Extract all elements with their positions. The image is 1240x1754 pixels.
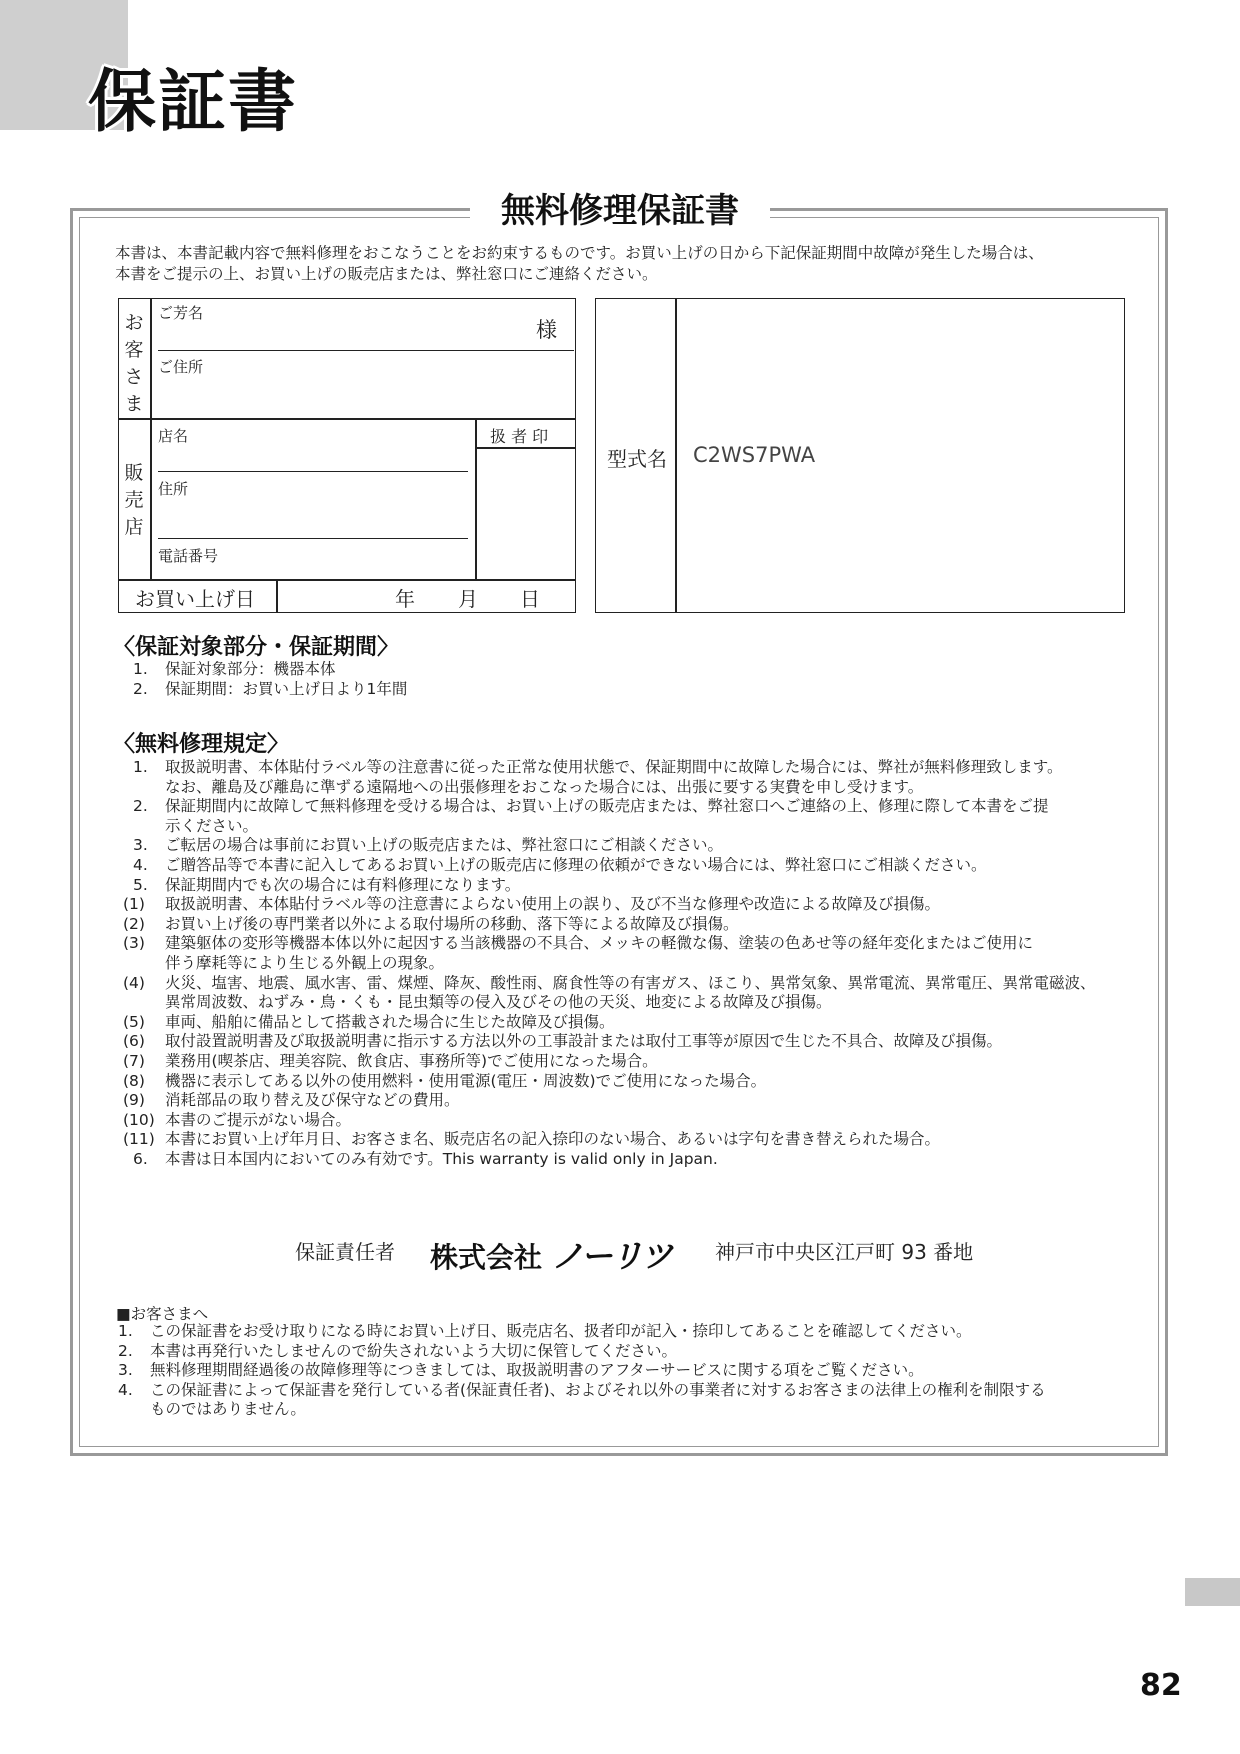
list-item xyxy=(133,680,407,700)
list-item xyxy=(118,1381,1128,1420)
item-number: (11) xyxy=(123,1130,155,1149)
item-line: 消耗部品の取り替え及び保守などの費用。 xyxy=(165,1091,460,1110)
rules-list xyxy=(123,758,1123,1169)
list-item xyxy=(123,1091,1123,1111)
list-item xyxy=(123,1110,1123,1131)
responsible-company xyxy=(430,1231,671,1277)
rules-heading: 〈無料修理規定〉 xyxy=(113,732,290,757)
list-item xyxy=(123,1032,1123,1052)
item-line: 火災、塩害、地震、風水害、雷、煤煙、降灰、酸性雨、腐食性等の有害ガス、ほこり、異常気象、異常電流、異常電圧、異常電磁波、 xyxy=(165,973,1096,992)
coverage-heading: 〈保証対象部分・保証期間〉 xyxy=(113,635,400,660)
item-line: 業務用(喫茶店、理美容院、飲食店、事務所等)でご使用になった場合。 xyxy=(165,1051,658,1070)
vertical-char: 販 xyxy=(124,462,144,484)
item-number: (1) xyxy=(123,895,145,914)
coverage-list xyxy=(133,660,407,699)
list-item xyxy=(123,1051,1123,1072)
store-vertical-label xyxy=(122,460,146,541)
item-line: 車両、船舶に備品として搭載された場合に生じた故障及び損傷。 xyxy=(165,1012,615,1031)
list-item xyxy=(123,1130,1123,1150)
vertical-char: ま xyxy=(124,393,144,415)
item-number: 4. xyxy=(118,1380,133,1399)
item-number: (7) xyxy=(123,1051,145,1070)
item-line: 保証期間内でも次の場合には有料修理になります。 xyxy=(165,875,521,894)
item-line: 異常周波数、ねずみ・鳥・くも・昆虫類等の侵入及びその他の天災、地変による故障及び損傷。 xyxy=(165,993,832,1012)
list-item xyxy=(123,1012,1123,1033)
purchase-day-label: 日 xyxy=(520,587,540,611)
list-item xyxy=(123,895,1123,915)
store-phone-label: 電話番号 xyxy=(158,547,219,565)
list-item xyxy=(118,1361,1128,1381)
store-name-label: 店名 xyxy=(158,427,189,445)
item-line: 伴う摩耗等により生じる外観上の現象。 xyxy=(165,953,445,972)
item-number: (8) xyxy=(123,1071,145,1090)
notice-heading: ■お客さまへ xyxy=(116,1305,209,1323)
model-value: C2WS7PWA xyxy=(693,443,816,467)
item-line: 保証期間内に故障して無料修理を受ける場合は、お買い上げの販売店または、弊社窓口へご連絡の上、修理に際して本書をご提 xyxy=(165,797,1049,816)
store-address-label: 住所 xyxy=(158,480,189,498)
item-line: 本書にお買い上げ年月日、お客さま名、販売店名の記入捺印のない場合、あるいは字句を書き替えられた場合。 xyxy=(165,1130,941,1149)
customer-vertical-label xyxy=(122,310,146,418)
warranty-responsible xyxy=(295,1228,1015,1275)
list-item xyxy=(133,876,1123,896)
list-item xyxy=(133,1150,1123,1170)
company-logo xyxy=(552,1231,671,1277)
item-number: (4) xyxy=(123,973,145,992)
company-prefix: 株式会社 xyxy=(430,1241,543,1274)
list-item xyxy=(133,856,1123,876)
warranty-title: 無料修理保証書 xyxy=(501,191,739,231)
item-number: 1. xyxy=(118,1322,133,1340)
purchase-month-label: 月 xyxy=(458,587,478,611)
item-number: 4. xyxy=(133,855,148,874)
stamp-header-divider xyxy=(475,447,576,449)
item-text: 保証対象部分：機器本体 xyxy=(165,660,336,678)
responsible-address: 神戸市中央区江戸町 93 番地 xyxy=(715,1240,974,1264)
table-label-divider xyxy=(150,298,152,580)
item-line: 建築躯体の変形等機器本体以外に起因する当該機器の不具合、メッキの軽微な傷、塗装の色あせ等の経年変化またはご使用に xyxy=(165,934,1034,953)
purchase-year-label: 年 xyxy=(395,587,415,611)
item-number: 2. xyxy=(118,1341,133,1360)
item-line: この保証書によって保証書を発行している者(保証責任者)、およびそれ以外の事業者に対するお客さまの法律上の権利を制限する xyxy=(150,1380,1046,1399)
date-row-divider xyxy=(118,579,576,581)
vertical-char: 客 xyxy=(124,339,144,361)
stamp-label: 扱 者 印 xyxy=(490,427,549,446)
item-number: 1. xyxy=(133,758,148,776)
item-text: 本書は日本国内においてのみ有効です。This warranty is valid only in Japan. xyxy=(165,1149,718,1168)
item-line: なお、離島及び離島に準ずる遠隔地への出張修理をおこなった場合には、出張に要する実費を申し受けます。 xyxy=(165,777,924,796)
item-number: 6. xyxy=(133,1149,148,1168)
intro-line: 本書をご提示の上、お買い上げの販売店または、弊社窓口にご連絡ください。 xyxy=(115,265,658,283)
item-number: 2. xyxy=(133,679,148,698)
item-line: ご贈答品等で本書に記入してあるお買い上げの販売店に修理の依頼ができない場合には、弊社窓口にご相談ください。 xyxy=(165,855,987,874)
item-number: 2. xyxy=(133,797,148,816)
item-line: ものではありません。 xyxy=(150,1400,306,1419)
item-line: 機器に表示してある以外の使用燃料・使用電源(電圧・周波数)でご使用になった場合。 xyxy=(165,1071,767,1090)
intro-line: 本書は、本書記載内容で無料修理をおこなうことをお約束するものです。お買い上げの日から下記保証期間中故障が発生した場合は、 xyxy=(115,244,1044,262)
customer-store-divider xyxy=(118,418,576,420)
item-line: 本書は再発行いたしませんので紛失されないよう大切に保管してください。 xyxy=(150,1341,678,1360)
honorific: 様 xyxy=(536,318,557,342)
list-item xyxy=(118,1322,1128,1342)
model-label: 型式名 xyxy=(607,447,667,471)
item-number: (9) xyxy=(123,1091,145,1110)
company-logo-text: ノーリツ xyxy=(551,1237,671,1275)
item-line: 示ください。 xyxy=(165,816,259,835)
vertical-char: お xyxy=(124,312,144,334)
list-item xyxy=(123,914,1123,935)
item-line: 無料修理期間経過後の故障修理等につきましては、取扱説明書のアフターサービスに関する項をご覧ください。 xyxy=(150,1361,924,1380)
name-line xyxy=(158,350,574,351)
purchase-date-label: お買い上げ日 xyxy=(135,587,255,611)
notice-list xyxy=(118,1322,1128,1420)
item-text: 保証期間：お買い上げ日より1年間 xyxy=(165,679,408,698)
item-number: 5. xyxy=(133,875,148,894)
responsible-label: 保証責任者 xyxy=(295,1240,395,1264)
list-item xyxy=(123,934,1123,973)
page-number: 82 xyxy=(1140,1668,1182,1703)
store-name-line xyxy=(158,471,468,472)
item-line: 本書のご提示がない場合。 xyxy=(165,1110,352,1129)
list-item xyxy=(133,758,1123,797)
item-number: 3. xyxy=(133,836,148,855)
side-index-tab xyxy=(1185,1578,1240,1606)
item-line: 取付設置説明書及び取扱説明書に指示する方法以外の工事設計または取付工事等が原因で生じた不具合、故障及び損傷。 xyxy=(165,1032,1003,1051)
date-label-divider xyxy=(276,579,278,613)
item-number: (5) xyxy=(123,1012,145,1031)
vertical-char: さ xyxy=(124,366,144,388)
list-item xyxy=(133,660,407,680)
item-number: 3. xyxy=(118,1361,133,1380)
warranty-intro xyxy=(115,243,1125,285)
list-item xyxy=(123,1071,1123,1092)
item-line: この保証書をお受け取りになる時にお買い上げ日、販売店名、扱者印が記入・捺印してあることを確認してください。 xyxy=(150,1322,972,1340)
item-number: (3) xyxy=(123,934,145,953)
store-address-line xyxy=(158,538,468,539)
page-title: 保証書 xyxy=(88,63,299,142)
vertical-char: 店 xyxy=(124,516,144,538)
customer-name-label: ご芳名 xyxy=(158,304,204,322)
item-number: (2) xyxy=(123,914,145,933)
item-line: ご転居の場合は事前にお買い上げの販売店または、弊社窓口にご相談ください。 xyxy=(165,836,724,855)
vertical-char: 売 xyxy=(124,489,144,511)
item-line: 取扱説明書、本体貼付ラベル等の注意書に従った正常な使用状態で、保証期間中に故障した場合には、弊社が無料修理致します。 xyxy=(165,758,1063,776)
list-item xyxy=(133,797,1123,836)
model-label-divider xyxy=(675,298,677,613)
warranty-title-wrap xyxy=(470,188,770,234)
item-number: 1. xyxy=(133,660,148,678)
item-line: お買い上げ後の専門業者以外による取付場所の移動、落下等による故障及び損傷。 xyxy=(165,914,739,933)
item-number: (6) xyxy=(123,1032,145,1051)
item-number: (10) xyxy=(123,1110,155,1129)
customer-address-label: ご住所 xyxy=(158,358,204,376)
list-item xyxy=(133,836,1123,856)
list-item xyxy=(123,973,1123,1013)
stamp-divider xyxy=(475,418,477,579)
item-line: 取扱説明書、本体貼付ラベル等の注意書によらない使用上の誤り、及び不当な修理や改造による故障及び損傷。 xyxy=(165,895,941,914)
list-item xyxy=(118,1342,1128,1362)
